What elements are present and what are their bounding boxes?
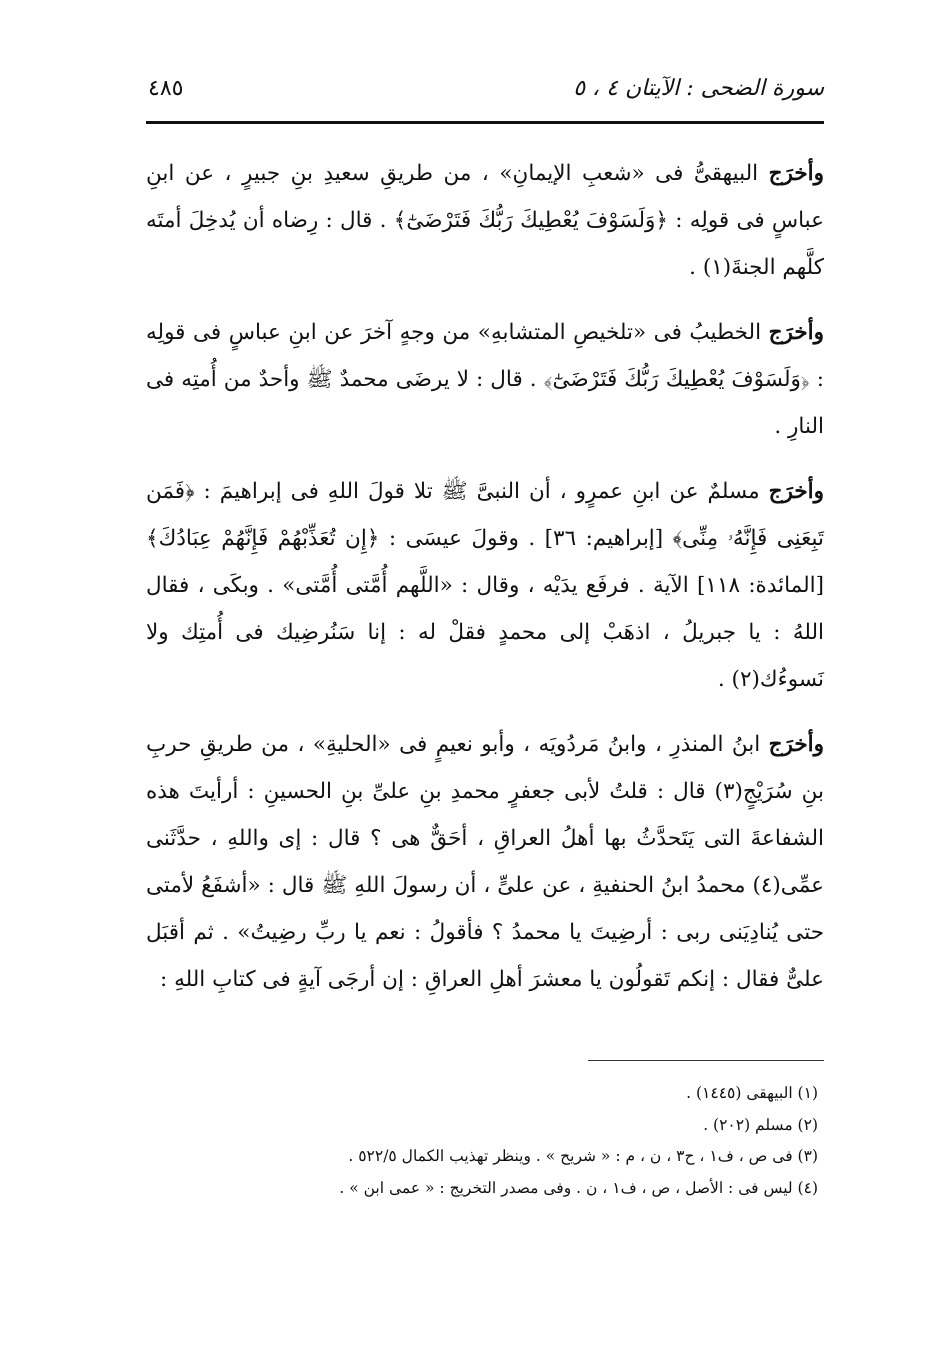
main-text (146, 150, 824, 1021)
footnote-separator (588, 1060, 824, 1061)
paragraph-3 (146, 468, 824, 703)
paragraph-text: الخطيبُ فى «تلخيصِ المتشابهِ» من وجهٍ آخرَ عن ابنِ عباسٍ فى قولِه : ﴿وَلَسَوْفَ يُعْطِيكَ رَبُّكَ فَتَرْضَىٰٓ﴾ . قال : لا يرضَى محمدٌ ﷺ وأحدٌ من أُمتِه فى النارِ . (146, 320, 824, 439)
page-number: ٤٨٥ (148, 76, 184, 101)
paragraph-lead: وأخرَج (768, 479, 824, 504)
footnote-4: (٤) ليس فى : الأصل ، ص ، ف١ ، ن . وفى مصدر التخريج : « عمى ابن » . (339, 1178, 818, 1197)
footnote-1: (١) البيهقى (١٤٤٥) . (686, 1084, 818, 1102)
paragraph-lead: وأخرَج (768, 732, 824, 757)
paragraph-2 (146, 309, 824, 450)
paragraph-lead: وأخرَج (768, 161, 824, 186)
paragraph-text: ابنُ المنذرِ ، وابنُ مَردُويَه ، وأبو نعيمٍ فى «الحليةِ» ، من طريقِ حربِ بنِ سُرَيْجٍ(٣) قال : قلتُ لأبى جعفرٍ محمدِ بنِ علىِّ بنِ الحسينِ : أرأيتَ هذه الشفاعةَ التى يَتَحدَّثُ بها أهلُ العراقِ ، أحَقٌّ هى ؟ قال : إى واللهِ ، حدَّثَنى عمِّى(٤) محمدُ ابنُ الحنفيةِ ، عن علىٍّ ، أن رسولَ اللهِ ﷺ قال : «أشفَعُ لأمتى حتى يُنادِيَنى ربى : أرضِيتَ يا محمدُ ؟ فأقولُ : نعم يا ربِّ رضِيتُ» . ثم أقبَل علىٌّ فقال : إنكم تَقولُون يا معشرَ أهلِ العراقِ : إن أرجَى آيةٍ فى كتابِ اللهِ : (146, 732, 825, 992)
paragraph-text: مسلمٌ عن ابنِ عمرٍو ، أن النبىَّ ﷺ تلا قولَ اللهِ فى إبراهيمَ : ﴿فَمَن تَبِعَنِى فَإِنَّهُۥ مِنِّى﴾ [إبراهيم: ٣٦] . وقولَ عيسَى : ﴿إِن تُعَذِّبْهُمْ فَإِنَّهُمْ عِبَادُكَ﴾ [المائدة: ١١٨] الآية . فرفَع يدَيْه ، وقال : «اللَّهم أُمَّتى أُمَّتى» . وبكَى ، فقال اللهُ : يا جبريلُ ، اذهَبْ إلى محمدٍ فقلْ له : إنا سَنُرضِيك فى أُمتِك ولا نَسوءُك(٢) . (146, 479, 824, 692)
paragraph-1 (146, 150, 824, 291)
footnote-2: (٢) مسلم (٢٠٢) . (703, 1115, 818, 1134)
footnote-3: (٣) فى ص ، ف١ ، ح٣ ، ن ، م : « شريح » . وينظر تهذيب الكمال ٥٢٢/٥ . (348, 1147, 818, 1165)
paragraph-4 (146, 721, 824, 1003)
header-rule (146, 121, 824, 124)
paragraph-text: البيهقىُّ فى «شعبِ الإيمانِ» ، من طريقِ سعيدِ بنِ جبيرٍ ، عن ابنِ عباسٍ فى قولِه : ﴿وَلَسَوْفَ يُعْطِيكَ رَبُّكَ فَتَرْضَىٰٓ﴾ . قال : رِضاه أن يُدخِلَ أمتَه كلَّهم الجنةَ(١) . (146, 161, 824, 280)
running-title: سورة الضحى : الآيتان ٤ ، ٥ (573, 76, 824, 101)
paragraph-lead: وأخرَج (768, 320, 824, 345)
footnotes (146, 1078, 824, 1204)
page-header (146, 68, 824, 118)
